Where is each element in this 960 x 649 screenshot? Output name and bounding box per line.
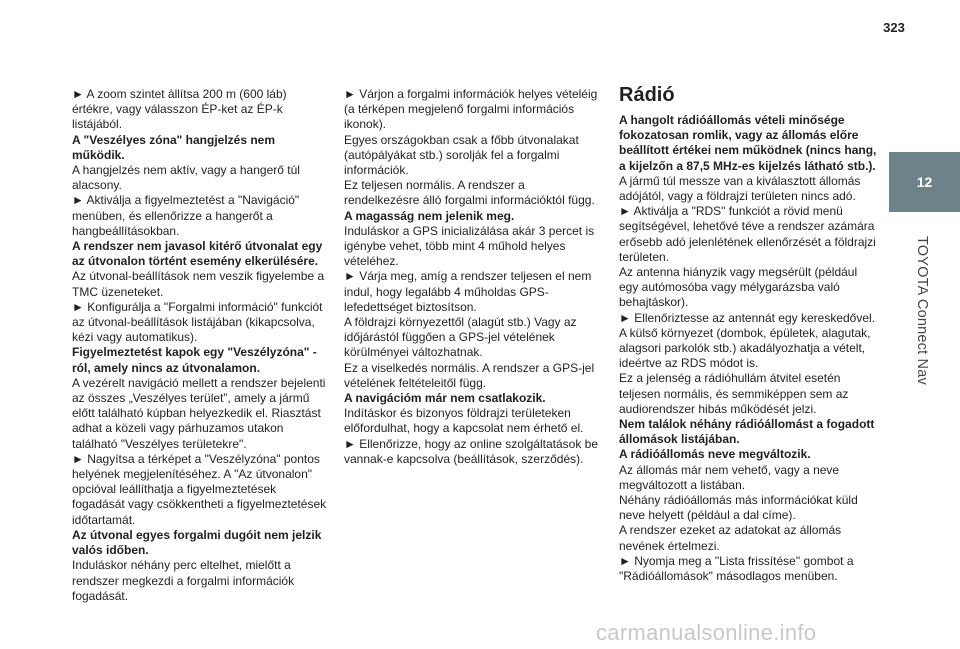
section-heading: A "Veszélyes zóna" hangjelzés nem működik. (72, 132, 276, 162)
paragraph: ► Várja meg, amíg a rendszer teljesen el nem indul, hogy legalább 4 műholdas GPS-lefedettséget biztosítson. (344, 269, 592, 314)
watermark: carmanualsonline.info (596, 620, 817, 645)
section-heading: Figyelmeztetést kapok egy "Veszélyzóna" -ról, amely nincs az útvonalamon. (72, 345, 317, 375)
paragraph: ► Várjon a forgalmi információk helyes vételéig (a térképen megjelenő forgalmi információs ikonok). (344, 87, 598, 132)
paragraph: ► Nagyítsa a térképet a "Veszélyzóna" pontos helyének megjelenítéséhez. A "Az útvonalon" opcióval leállíthatja a figyelmeztetések fogadását vagy csökkentheti a figyelmeztetések időtartamát. (72, 451, 327, 527)
section-title-radio: Rádió (619, 84, 675, 106)
paragraph: Indításkor és bizonyos földrajzi területeken előfordulhat, hogy a kapcsolat nem érhető el. (344, 406, 584, 436)
chapter-tab (889, 152, 960, 212)
chapter-number: 12 (916, 174, 933, 190)
paragraph: ► A zoom szintet állítsa 200 m (600 láb) értékre, vagy válasszon ÉP-ket az ÉP-k listájából. (72, 87, 287, 132)
paragraph: A külső környezet (dombok, épületek, alagutak, alagsori parkolók stb.) akadályozhatja a vételt, ideértve az RDS módot is. (619, 325, 871, 371)
section-heading: A magasság nem jelenik meg. (344, 208, 515, 223)
section-heading: Az útvonal egyes forgalmi dugóit nem jelzik valós időben. (72, 527, 322, 558)
paragraph: Az állomás már nem vehető, vagy a neve megváltozott a listában. (619, 462, 840, 492)
paragraph: A hangjelzés nem aktív, vagy a hangerő túl alacsony. (72, 163, 300, 193)
section-heading: A hangolt rádióállomás vételi minősége fokozatosan romlik, vagy az állomás előre beállított értékei nem működnek (nincs hang, a kijelzőn a 87,5 MHz-es kijelzés látható stb.). (619, 113, 877, 173)
paragraph: ► Aktiválja a "RDS" funkciót a rövid menü segítségével, lehetővé téve a rendszer azámára erősebb adó jelenlétének ellenőrzését a földrajzi területen. (619, 204, 876, 264)
section-heading: A navigációm már nem csatlakozik. (344, 391, 546, 406)
text-column-2 (344, 87, 602, 467)
paragraph: ► Ellenőriztesse az antennát egy kereskedővel. (619, 310, 876, 325)
paragraph: ► Aktiválja a figyelmeztetést a "Navigáció" menüben, és ellenőrizze a hangerőt a hangbeállításokban. (72, 193, 300, 238)
paragraph: A rendszer ezeket az adatokat az állomás nevének értelmezi. (619, 523, 842, 553)
chapter-title: TOYOTA Connect Nav (914, 236, 930, 385)
paragraph: Induláskor néhány perc eltelhet, mielőtt a rendszer megkezdi a forgalmi információk fogadását. (72, 558, 295, 603)
paragraph: Ez teljesen normális. A rendszer a rendelkezésre álló forgalmi információktól függ. (344, 178, 595, 208)
section-heading: A rádióállomás neve megváltozik. (619, 447, 811, 462)
paragraph: Ez a viselkedés normális. A rendszer a GPS-jel vételének feltételeitől függ. (344, 360, 595, 390)
paragraph: ► Konfigurálja a "Forgalmi információ" funkciót az útvonal-beállítások listájában (kikapcsolva, kézi vagy automatikus). (72, 299, 323, 345)
paragraph: A földrajzi környezettől (alagút stb.) Vagy az időjárástól függően a GPS-jel vételének körülményei változhatnak. (344, 315, 577, 360)
text-column-1 (72, 87, 328, 604)
page-number: 323 (883, 20, 905, 35)
paragraph: A vezérelt navigáció mellett a rendszer bejelenti az összes „Veszélyes terület”, amely a jármű előtt található kúpban helyezkedik el. Riasztást adhat a közeli vagy párhuzamos utakon található "Veszélyes területekre". (72, 375, 326, 451)
text-column-3 (619, 83, 879, 584)
paragraph: Egyes országokban csak a főbb útvonalakat (autópályákat stb.) sorolják fel a forgalmi információk. (344, 132, 579, 178)
radio-section-body (619, 113, 879, 584)
paragraph: Az útvonal-beállítások nem veszik figyelembe a TMC üzeneteket. (72, 269, 325, 299)
paragraph: A jármű túl messze van a kiválasztott állomás adójától, vagy a földrajzi területen nincs adó. (619, 173, 861, 204)
section-heading: A rendszer nem javasol kitérő útvonalat egy az útvonalon történt esemény elkerülésére. (72, 239, 323, 269)
paragraph: ► Nyomja meg a "Lista frissítése" gombot a "Rádióállomások" másodlagos menüben. (619, 553, 854, 584)
paragraph: Az antenna hiányzik vagy megsérült (például egy autómosóba vagy mélygarázsba való behajtáskor). (619, 265, 858, 310)
paragraph: Ez a jelenség a rádióhullám átvitel esetén teljesen normális, és semmiképpen sem az audiorendszer hibás működését jelzi. (619, 371, 849, 416)
section-heading: Nem találok néhány rádióállomást a fogadott állomások listájában. (619, 417, 875, 447)
paragraph: ► Ellenőrizze, hogy az online szolgáltatások be vannak-e kapcsolva (beállítások, szerződés). (344, 436, 599, 466)
paragraph: Induláskor a GPS inicializálása akár 3 percet is igénybe vehet, több mint 4 műhold helyes vételéhez. (344, 223, 595, 269)
paragraph: Néhány rádióállomás más információkat küld neve helyett (például a dal címe). (619, 493, 858, 523)
